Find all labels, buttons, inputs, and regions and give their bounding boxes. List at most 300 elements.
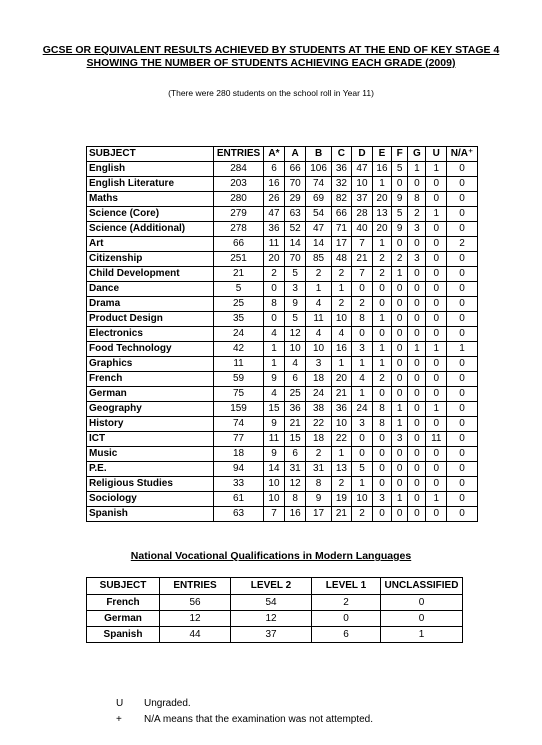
gcse-value-cell: 8 xyxy=(264,297,285,312)
gcse-value-cell: 0 xyxy=(447,387,478,402)
gcse-value-cell: 19 xyxy=(331,492,352,507)
gcse-value-cell: 10 xyxy=(352,177,373,192)
gcse-value-cell: 1 xyxy=(372,342,391,357)
gcse-subject-cell: Graphics xyxy=(87,357,214,372)
gcse-value-cell: 1 xyxy=(331,282,352,297)
gcse-value-cell: 251 xyxy=(213,252,263,267)
nvq-value-cell: 56 xyxy=(160,595,231,611)
gcse-value-cell: 0 xyxy=(352,327,373,342)
gcse-value-cell: 3 xyxy=(306,357,331,372)
gcse-value-cell: 25 xyxy=(213,297,263,312)
gcse-value-cell: 1 xyxy=(372,357,391,372)
page-subtitle: (There were 280 students on the school roll in Year 11) xyxy=(168,88,374,98)
gcse-value-cell: 0 xyxy=(372,387,391,402)
gcse-value-cell: 47 xyxy=(306,222,331,237)
gcse-subject-cell: English xyxy=(87,162,214,177)
gcse-value-cell: 18 xyxy=(306,372,331,387)
gcse-value-cell: 0 xyxy=(392,177,408,192)
gcse-subject-cell: History xyxy=(87,417,214,432)
gcse-value-cell: 21 xyxy=(331,387,352,402)
gcse-value-cell: 9 xyxy=(284,297,306,312)
nvq-value-cell: 0 xyxy=(381,595,463,611)
gcse-value-cell: 47 xyxy=(264,207,285,222)
gcse-subject-cell: Maths xyxy=(87,192,214,207)
nvq-value-cell: 12 xyxy=(231,611,312,627)
gcse-table-row xyxy=(87,417,478,432)
gcse-value-cell: 0 xyxy=(447,222,478,237)
gcse-value-cell: 14 xyxy=(306,237,331,252)
gcse-table-row xyxy=(87,162,478,177)
gcse-value-cell: 47 xyxy=(352,162,373,177)
gcse-value-cell: 1 xyxy=(331,447,352,462)
gcse-subject-cell: Electronics xyxy=(87,327,214,342)
gcse-value-cell: 0 xyxy=(392,327,408,342)
gcse-subject-cell: Religious Studies xyxy=(87,477,214,492)
gcse-value-cell: 2 xyxy=(306,447,331,462)
gcse-value-cell: 0 xyxy=(426,222,447,237)
gcse-value-cell: 0 xyxy=(426,372,447,387)
gcse-table-row xyxy=(87,177,478,192)
gcse-value-cell: 0 xyxy=(372,447,391,462)
gcse-value-cell: 48 xyxy=(331,252,352,267)
gcse-subject-cell: Food Technology xyxy=(87,342,214,357)
gcse-value-cell: 1 xyxy=(264,357,285,372)
nvq-table-row xyxy=(87,595,463,611)
gcse-value-cell: 0 xyxy=(372,282,391,297)
gcse-subject-cell: Art xyxy=(87,237,214,252)
footnote-symbol: + xyxy=(116,714,122,725)
footnote-ungraded xyxy=(116,698,191,709)
gcse-table-row xyxy=(87,267,478,282)
gcse-value-cell: 8 xyxy=(372,417,391,432)
gcse-value-cell: 2 xyxy=(392,252,408,267)
gcse-value-cell: 22 xyxy=(306,417,331,432)
gcse-value-cell: 0 xyxy=(447,207,478,222)
gcse-value-cell: 3 xyxy=(408,252,426,267)
gcse-header-row xyxy=(87,147,478,162)
gcse-value-cell: 20 xyxy=(264,252,285,267)
page-title-line-1: GCSE OR EQUIVALENT RESULTS ACHIEVED BY STUDENTS AT THE END OF KEY STAGE 4 xyxy=(42,44,500,56)
gcse-value-cell: 0 xyxy=(447,177,478,192)
gcse-value-cell: 37 xyxy=(352,192,373,207)
gcse-value-cell: 0 xyxy=(408,372,426,387)
gcse-value-cell: 1 xyxy=(264,342,285,357)
gcse-value-cell: 284 xyxy=(213,162,263,177)
gcse-value-cell: 6 xyxy=(284,372,306,387)
gcse-value-cell: 54 xyxy=(306,207,331,222)
gcse-value-cell: 4 xyxy=(306,327,331,342)
gcse-value-cell: 2 xyxy=(331,267,352,282)
gcse-value-cell: 0 xyxy=(447,282,478,297)
gcse-value-cell: 2 xyxy=(331,297,352,312)
gcse-subject-cell: German xyxy=(87,387,214,402)
gcse-value-cell: 8 xyxy=(284,492,306,507)
gcse-value-cell: 7 xyxy=(264,507,285,522)
gcse-value-cell: 3 xyxy=(392,432,408,447)
page-title-line-2: SHOWING THE NUMBER OF STUDENTS ACHIEVING EACH GRADE (2009) xyxy=(86,57,456,69)
gcse-value-cell: 1 xyxy=(352,357,373,372)
gcse-value-cell: 3 xyxy=(352,417,373,432)
gcse-value-cell: 15 xyxy=(284,432,306,447)
gcse-value-cell: 5 xyxy=(284,312,306,327)
gcse-value-cell: 16 xyxy=(372,162,391,177)
gcse-value-cell: 106 xyxy=(306,162,331,177)
gcse-value-cell: 0 xyxy=(447,357,478,372)
gcse-value-cell: 12 xyxy=(284,477,306,492)
gcse-table-row xyxy=(87,402,478,417)
gcse-value-cell: 11 xyxy=(264,237,285,252)
gcse-value-cell: 40 xyxy=(352,222,373,237)
gcse-value-cell: 2 xyxy=(372,252,391,267)
gcse-value-cell: 33 xyxy=(213,477,263,492)
gcse-value-cell: 203 xyxy=(213,177,263,192)
gcse-header-cell: G xyxy=(408,147,426,162)
gcse-value-cell: 2 xyxy=(408,207,426,222)
gcse-value-cell: 10 xyxy=(352,492,373,507)
gcse-value-cell: 16 xyxy=(264,177,285,192)
gcse-value-cell: 21 xyxy=(352,252,373,267)
gcse-value-cell: 0 xyxy=(392,357,408,372)
gcse-value-cell: 11 xyxy=(264,432,285,447)
gcse-table-row xyxy=(87,282,478,297)
gcse-value-cell: 36 xyxy=(284,402,306,417)
gcse-value-cell: 0 xyxy=(426,447,447,462)
gcse-value-cell: 66 xyxy=(284,162,306,177)
gcse-value-cell: 0 xyxy=(408,417,426,432)
nvq-header-cell: LEVEL 1 xyxy=(312,578,381,595)
gcse-table-row xyxy=(87,252,478,267)
gcse-header-cell: B xyxy=(306,147,331,162)
gcse-value-cell: 16 xyxy=(331,342,352,357)
gcse-value-cell: 0 xyxy=(392,507,408,522)
gcse-value-cell: 0 xyxy=(447,162,478,177)
gcse-table-row xyxy=(87,192,478,207)
gcse-value-cell: 59 xyxy=(213,372,263,387)
gcse-value-cell: 0 xyxy=(408,447,426,462)
gcse-table-row xyxy=(87,372,478,387)
gcse-value-cell: 63 xyxy=(213,507,263,522)
gcse-value-cell: 0 xyxy=(426,282,447,297)
gcse-subject-cell: Dance xyxy=(87,282,214,297)
gcse-value-cell: 280 xyxy=(213,192,263,207)
gcse-value-cell: 0 xyxy=(264,282,285,297)
nvq-value-cell: 2 xyxy=(312,595,381,611)
gcse-subject-cell: Citizenship xyxy=(87,252,214,267)
gcse-value-cell: 1 xyxy=(447,342,478,357)
gcse-value-cell: 0 xyxy=(426,312,447,327)
gcse-value-cell: 36 xyxy=(264,222,285,237)
gcse-value-cell: 31 xyxy=(284,462,306,477)
gcse-value-cell: 1 xyxy=(426,162,447,177)
gcse-value-cell: 0 xyxy=(408,237,426,252)
gcse-value-cell: 10 xyxy=(264,492,285,507)
gcse-value-cell: 9 xyxy=(306,492,331,507)
gcse-value-cell: 0 xyxy=(352,432,373,447)
gcse-value-cell: 1 xyxy=(426,342,447,357)
gcse-value-cell: 10 xyxy=(284,342,306,357)
gcse-value-cell: 25 xyxy=(284,387,306,402)
gcse-value-cell: 2 xyxy=(372,267,391,282)
footnote-symbol: U xyxy=(116,698,124,709)
gcse-value-cell: 2 xyxy=(306,267,331,282)
gcse-value-cell: 74 xyxy=(213,417,263,432)
gcse-value-cell: 0 xyxy=(372,477,391,492)
gcse-value-cell: 1 xyxy=(408,162,426,177)
gcse-table-row xyxy=(87,507,478,522)
gcse-value-cell: 2 xyxy=(352,297,373,312)
gcse-table-row xyxy=(87,357,478,372)
gcse-value-cell: 0 xyxy=(447,507,478,522)
gcse-value-cell: 4 xyxy=(264,327,285,342)
gcse-value-cell: 0 xyxy=(447,312,478,327)
gcse-value-cell: 0 xyxy=(447,297,478,312)
gcse-value-cell: 0 xyxy=(408,282,426,297)
gcse-value-cell: 0 xyxy=(408,177,426,192)
gcse-value-cell: 9 xyxy=(264,447,285,462)
gcse-value-cell: 0 xyxy=(408,507,426,522)
gcse-subject-cell: Science (Additional) xyxy=(87,222,214,237)
footnote-not-attempted xyxy=(116,714,373,725)
gcse-subject-cell: Music xyxy=(87,447,214,462)
gcse-value-cell: 0 xyxy=(392,372,408,387)
gcse-value-cell: 35 xyxy=(213,312,263,327)
gcse-value-cell: 1 xyxy=(392,402,408,417)
gcse-value-cell: 1 xyxy=(352,387,373,402)
gcse-value-cell: 94 xyxy=(213,462,263,477)
gcse-value-cell: 1 xyxy=(372,237,391,252)
gcse-header-cell: U xyxy=(426,147,447,162)
gcse-table-row xyxy=(87,477,478,492)
gcse-table-row xyxy=(87,237,478,252)
gcse-value-cell: 3 xyxy=(352,342,373,357)
gcse-value-cell: 0 xyxy=(408,357,426,372)
gcse-value-cell: 70 xyxy=(284,177,306,192)
gcse-value-cell: 52 xyxy=(284,222,306,237)
gcse-value-cell: 0 xyxy=(264,312,285,327)
gcse-value-cell: 21 xyxy=(213,267,263,282)
gcse-value-cell: 1 xyxy=(392,492,408,507)
gcse-value-cell: 1 xyxy=(372,312,391,327)
gcse-value-cell: 0 xyxy=(352,447,373,462)
gcse-value-cell: 66 xyxy=(213,237,263,252)
gcse-value-cell: 31 xyxy=(306,462,331,477)
gcse-value-cell: 61 xyxy=(213,492,263,507)
gcse-value-cell: 0 xyxy=(392,312,408,327)
nvq-value-cell: 54 xyxy=(231,595,312,611)
gcse-value-cell: 1 xyxy=(426,207,447,222)
gcse-value-cell: 36 xyxy=(331,162,352,177)
gcse-value-cell: 4 xyxy=(306,297,331,312)
gcse-value-cell: 85 xyxy=(306,252,331,267)
gcse-value-cell: 0 xyxy=(372,432,391,447)
gcse-value-cell: 7 xyxy=(352,237,373,252)
gcse-value-cell: 82 xyxy=(331,192,352,207)
gcse-value-cell: 5 xyxy=(352,462,373,477)
gcse-header-cell: C xyxy=(331,147,352,162)
gcse-value-cell: 14 xyxy=(284,237,306,252)
gcse-value-cell: 0 xyxy=(408,462,426,477)
nvq-header-cell: LEVEL 2 xyxy=(231,578,312,595)
gcse-value-cell: 21 xyxy=(331,507,352,522)
gcse-value-cell: 10 xyxy=(331,417,352,432)
gcse-value-cell: 8 xyxy=(372,402,391,417)
gcse-value-cell: 69 xyxy=(306,192,331,207)
nvq-value-cell: 0 xyxy=(381,611,463,627)
gcse-value-cell: 9 xyxy=(392,192,408,207)
gcse-value-cell: 74 xyxy=(306,177,331,192)
gcse-subject-cell: Spanish xyxy=(87,507,214,522)
gcse-value-cell: 1 xyxy=(426,492,447,507)
gcse-header-cell: F xyxy=(392,147,408,162)
gcse-value-cell: 22 xyxy=(331,432,352,447)
gcse-header-cell: D xyxy=(352,147,373,162)
gcse-table-row xyxy=(87,327,478,342)
gcse-value-cell: 0 xyxy=(426,417,447,432)
gcse-value-cell: 70 xyxy=(284,252,306,267)
gcse-value-cell: 0 xyxy=(408,267,426,282)
gcse-value-cell: 2 xyxy=(331,477,352,492)
gcse-value-cell: 24 xyxy=(352,402,373,417)
gcse-value-cell: 75 xyxy=(213,387,263,402)
gcse-value-cell: 20 xyxy=(331,372,352,387)
gcse-value-cell: 0 xyxy=(447,447,478,462)
gcse-value-cell: 0 xyxy=(408,387,426,402)
nvq-header-cell: SUBJECT xyxy=(87,578,160,595)
gcse-table-row xyxy=(87,207,478,222)
gcse-value-cell: 11 xyxy=(306,312,331,327)
gcse-table-row xyxy=(87,342,478,357)
nvq-table-row xyxy=(87,611,463,627)
gcse-value-cell: 0 xyxy=(426,507,447,522)
gcse-value-cell: 9 xyxy=(392,222,408,237)
gcse-subject-cell: Science (Core) xyxy=(87,207,214,222)
gcse-value-cell: 20 xyxy=(372,222,391,237)
gcse-header-cell: A* xyxy=(264,147,285,162)
gcse-value-cell: 0 xyxy=(372,297,391,312)
gcse-value-cell: 8 xyxy=(306,477,331,492)
gcse-value-cell: 42 xyxy=(213,342,263,357)
gcse-value-cell: 36 xyxy=(331,402,352,417)
gcse-value-cell: 0 xyxy=(352,282,373,297)
gcse-value-cell: 17 xyxy=(306,507,331,522)
gcse-value-cell: 66 xyxy=(331,207,352,222)
gcse-subject-cell: Sociology xyxy=(87,492,214,507)
gcse-value-cell: 0 xyxy=(426,477,447,492)
gcse-value-cell: 0 xyxy=(408,432,426,447)
gcse-value-cell: 1 xyxy=(352,477,373,492)
gcse-value-cell: 0 xyxy=(372,462,391,477)
gcse-value-cell: 13 xyxy=(372,207,391,222)
gcse-subject-cell: P.E. xyxy=(87,462,214,477)
gcse-table-row xyxy=(87,312,478,327)
gcse-value-cell: 0 xyxy=(447,492,478,507)
gcse-value-cell: 0 xyxy=(426,267,447,282)
gcse-value-cell: 0 xyxy=(392,282,408,297)
gcse-value-cell: 3 xyxy=(372,492,391,507)
gcse-table-row xyxy=(87,462,478,477)
gcse-value-cell: 2 xyxy=(352,507,373,522)
gcse-value-cell: 0 xyxy=(408,477,426,492)
nvq-header-cell: ENTRIES xyxy=(160,578,231,595)
gcse-value-cell: 0 xyxy=(372,507,391,522)
gcse-results-table xyxy=(86,146,478,522)
gcse-value-cell: 0 xyxy=(426,297,447,312)
gcse-value-cell: 0 xyxy=(408,402,426,417)
gcse-value-cell: 20 xyxy=(372,192,391,207)
gcse-value-cell: 16 xyxy=(284,507,306,522)
gcse-value-cell: 4 xyxy=(284,357,306,372)
gcse-table-row xyxy=(87,492,478,507)
gcse-value-cell: 28 xyxy=(352,207,373,222)
gcse-value-cell: 10 xyxy=(264,477,285,492)
gcse-value-cell: 2 xyxy=(372,372,391,387)
nvq-header-cell: UNCLASSIFIED xyxy=(381,578,463,595)
nvq-value-cell: 0 xyxy=(312,611,381,627)
gcse-value-cell: 0 xyxy=(408,312,426,327)
gcse-value-cell: 0 xyxy=(408,297,426,312)
gcse-value-cell: 1 xyxy=(426,402,447,417)
gcse-value-cell: 0 xyxy=(426,387,447,402)
gcse-value-cell: 0 xyxy=(408,492,426,507)
gcse-value-cell: 3 xyxy=(284,282,306,297)
gcse-value-cell: 2 xyxy=(264,267,285,282)
gcse-value-cell: 1 xyxy=(306,282,331,297)
gcse-value-cell: 9 xyxy=(264,417,285,432)
gcse-value-cell: 0 xyxy=(447,402,478,417)
gcse-value-cell: 77 xyxy=(213,432,263,447)
gcse-value-cell: 6 xyxy=(284,447,306,462)
nvq-section-title: National Vocational Qualifications in Modern Languages xyxy=(130,550,412,562)
gcse-subject-cell: Drama xyxy=(87,297,214,312)
gcse-value-cell: 1 xyxy=(392,417,408,432)
gcse-header-cell: N/A⁺ xyxy=(447,147,478,162)
gcse-value-cell: 5 xyxy=(392,162,408,177)
nvq-table-row xyxy=(87,627,463,643)
gcse-value-cell: 0 xyxy=(392,237,408,252)
gcse-value-cell: 159 xyxy=(213,402,263,417)
gcse-value-cell: 0 xyxy=(447,327,478,342)
gcse-value-cell: 1 xyxy=(331,357,352,372)
gcse-value-cell: 0 xyxy=(447,372,478,387)
gcse-value-cell: 29 xyxy=(284,192,306,207)
gcse-value-cell: 5 xyxy=(284,267,306,282)
gcse-value-cell: 0 xyxy=(426,177,447,192)
gcse-value-cell: 278 xyxy=(213,222,263,237)
gcse-subject-cell: French xyxy=(87,372,214,387)
gcse-value-cell: 8 xyxy=(352,312,373,327)
gcse-subject-cell: ICT xyxy=(87,432,214,447)
gcse-value-cell: 0 xyxy=(392,342,408,357)
nvq-value-cell: 6 xyxy=(312,627,381,643)
gcse-value-cell: 0 xyxy=(447,192,478,207)
gcse-value-cell: 18 xyxy=(306,432,331,447)
gcse-value-cell: 1 xyxy=(392,267,408,282)
gcse-value-cell: 15 xyxy=(264,402,285,417)
gcse-value-cell: 0 xyxy=(447,462,478,477)
gcse-value-cell: 1 xyxy=(372,177,391,192)
gcse-value-cell: 4 xyxy=(352,372,373,387)
gcse-value-cell: 24 xyxy=(213,327,263,342)
gcse-value-cell: 12 xyxy=(284,327,306,342)
nvq-header-row xyxy=(87,578,463,595)
nvq-results-table xyxy=(86,577,463,643)
gcse-value-cell: 0 xyxy=(426,237,447,252)
gcse-header-cell: ENTRIES xyxy=(213,147,263,162)
gcse-value-cell: 6 xyxy=(264,162,285,177)
gcse-value-cell: 0 xyxy=(392,477,408,492)
gcse-value-cell: 21 xyxy=(284,417,306,432)
nvq-value-cell: 1 xyxy=(381,627,463,643)
